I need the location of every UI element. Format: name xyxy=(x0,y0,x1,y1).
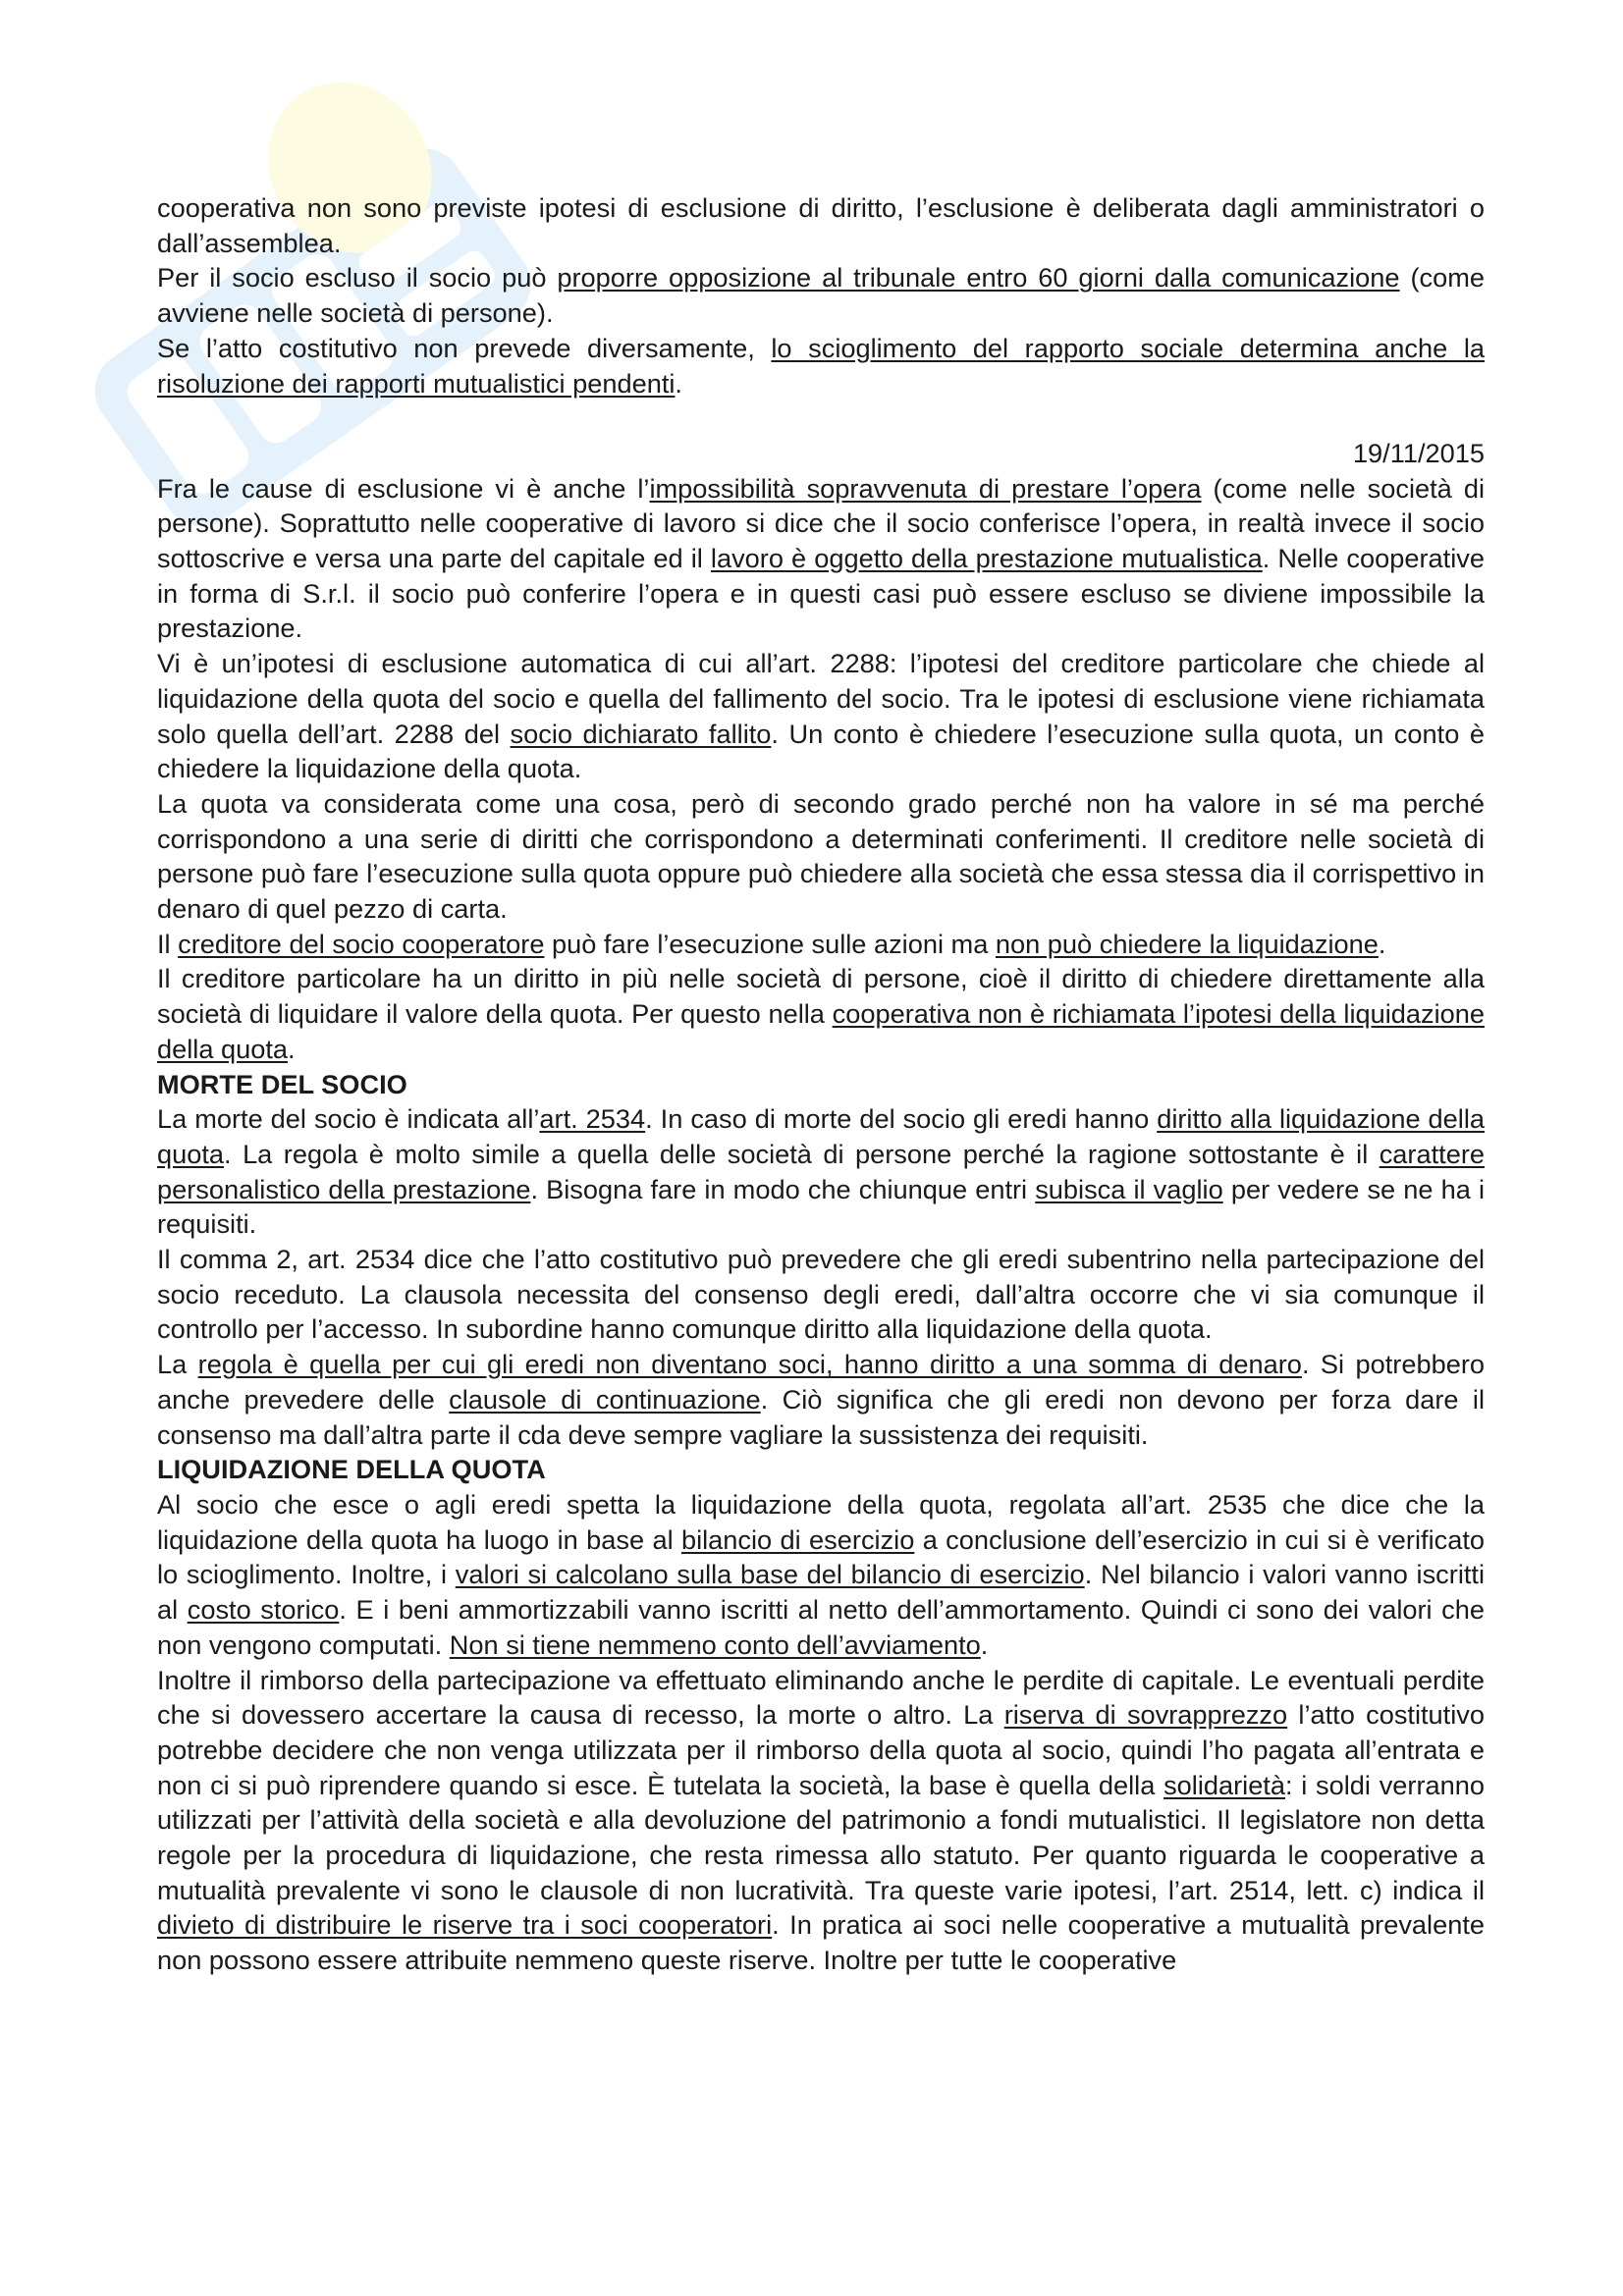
text-run: a conclusione dell’esercizio in cui si è verificato lo scioglimento. Inoltre, i xyxy=(157,1523,1486,1590)
document-page xyxy=(157,190,1485,1978)
text-run: per vedere se ne ha i requisiti. xyxy=(157,1173,1486,1240)
text-run: . xyxy=(288,1033,296,1064)
paragraph xyxy=(157,471,1485,647)
text-run: . Un conto è chiedere l’esecuzione sulla quota, un conto è chiedere la liquidazione della quota. xyxy=(157,718,1485,784)
paragraph xyxy=(157,190,1485,260)
text-run: . Ciò significa che gli eredi non devono per forza dare il consenso ma dall’altra parte il cda deve sempre vagliare la sussistenza dei requisiti. xyxy=(157,1383,1485,1450)
underlined-text: costo storico xyxy=(187,1594,340,1626)
underlined-text: regola è quella per cui gli eredi non diventano soci, hanno diritto a una somma di denaro xyxy=(197,1349,1302,1380)
underlined-text: lo scioglimento del rapporto sociale determina anche la risoluzione dei rapporti mutualistici pendenti xyxy=(157,332,1485,399)
text-run: Vi è un’ipotesi di esclusione automatica di cui all’art. 2288: l’ipotesi del creditore particolare che chiede al liquidazione della quota del socio e quella del fallimento del socio. Tra le ipotesi di esclusione viene richiamata solo quella dell’art. 2288 del xyxy=(157,648,1485,749)
paragraph xyxy=(157,1101,1485,1242)
underlined-text: impossibilità sopravvenuta di prestare l’opera xyxy=(649,472,1202,504)
paragraph xyxy=(157,1487,1485,1663)
section-heading xyxy=(157,1452,1485,1487)
text-run: Se l’atto costitutivo non prevede diversamente, xyxy=(157,332,772,363)
text-run: . xyxy=(980,1629,989,1660)
paragraph xyxy=(157,1663,1485,1978)
underlined-text: proporre opposizione al tribunale entro 60 giorni dalla comunicazione xyxy=(557,262,1400,294)
underlined-text: bilancio di esercizio xyxy=(680,1523,915,1555)
underlined-text: solidarietà xyxy=(1163,1769,1285,1800)
text-run: La morte del socio è indicata all’ xyxy=(157,1103,540,1135)
text-run: . Nel bilancio i valori vanno iscritti al xyxy=(157,1559,1486,1626)
text-run: : i soldi verranno utilizzati per l’attività della società e alla devoluzione del patrimonio a fondi mutualistici. Il legislatore non detta regole per la procedura di liquidazione, che resta rimessa allo statuto. Per quanto riguarda le cooperative a mutualità prevalente vi sono le clausole di non lucratività. Tra queste varie ipotesi, l’art. 2514, lett. c) indica il xyxy=(157,1769,1485,1905)
text-run: Inoltre il rimborso della partecipazione va effettuato eliminando anche le perdite di capitale. Le eventuali perdite che si dovessero accertare la causa di recesso, la morte o altro. La xyxy=(157,1664,1485,1731)
underlined-text: Non si tiene nemmeno conto dell’avviamento xyxy=(449,1629,981,1660)
text-run: Per il socio escluso il socio può xyxy=(157,262,558,294)
underlined-text: art. 2534 xyxy=(539,1103,646,1135)
text-run: . La regola è molto simile a quella delle società di persone perché la ragione sottostante è il xyxy=(224,1138,1380,1169)
text-run: Il creditore particolare ha un diritto in più nelle società di persone, cioè il diritto di chiedere direttamente alla società di liquidare il valore della quota. Per questo nella xyxy=(157,963,1485,1030)
text-run: LIQUIDAZIONE DELLA QUOTA xyxy=(157,1454,546,1485)
text-run: . Bisogna fare in modo che chiunque entri xyxy=(530,1173,1036,1204)
text-run: . xyxy=(675,367,682,399)
section-heading xyxy=(157,1067,1485,1102)
text-run: . xyxy=(1378,928,1386,959)
text-run: (come avviene nelle società di persone). xyxy=(157,262,1486,329)
underlined-text: diritto alla liquidazione della quota xyxy=(157,1103,1485,1169)
underlined-text: creditore del socio cooperatore xyxy=(178,928,545,959)
text-run: . In caso di morte del socio gli eredi hanno xyxy=(645,1103,1158,1135)
underlined-text: socio dichiarato fallito xyxy=(510,718,772,749)
paragraph xyxy=(157,927,1485,962)
paragraph xyxy=(157,961,1485,1066)
paragraph xyxy=(157,1347,1485,1452)
text-run: La xyxy=(157,1349,198,1380)
paragraph xyxy=(157,1242,1485,1347)
paragraph xyxy=(157,646,1485,786)
underlined-text: lavoro è oggetto della prestazione mutualistica xyxy=(710,543,1263,574)
underlined-text: clausole di continuazione xyxy=(449,1383,761,1415)
paragraph xyxy=(157,331,1485,400)
text-run: (come nelle società di persone). Soprattutto nelle cooperative di lavoro si dice che il socio conferisce l’opera, in realtà invece il socio sottoscrive e versa una parte del capitale ed il xyxy=(157,472,1485,574)
text-run: 19/11/2015 xyxy=(1352,437,1485,468)
text-run: . In pratica ai soci nelle cooperative a mutualità prevalente non possono essere attribuite nemmeno queste riserve. Inoltre per tutte le cooperative xyxy=(157,1909,1485,1976)
text-run: . Nelle cooperative in forma di S.r.l. il socio può conferire l’opera e in questi casi può essere escluso se diviene impossibile la prestazione. xyxy=(157,543,1485,644)
text-run: La quota va considerata come una cosa, però di secondo grado perché non ha valore in sé ma perché corrispondono a una serie di diritti che corrispondono a determinati conferimenti. Il creditore nelle società di persone può fare l’esecuzione sulla quota oppure può chiedere alla società che essa stessa dia il corrispettivo in denaro di quel pezzo di carta. xyxy=(157,787,1485,925)
underlined-text: valori si calcolano sulla base del bilancio di esercizio xyxy=(455,1559,1085,1590)
underlined-text: carattere personalistico della prestazione xyxy=(157,1138,1485,1204)
underlined-text: non può chiedere la liquidazione xyxy=(995,928,1379,959)
text-run: . Si potrebbero anche prevedere delle xyxy=(157,1349,1485,1415)
underlined-text: subisca il vaglio xyxy=(1035,1173,1223,1204)
lecture-date xyxy=(157,436,1485,471)
text-run: MORTE DEL SOCIO xyxy=(157,1068,407,1099)
text-run: può fare l’esecuzione sulle azioni ma xyxy=(544,928,996,959)
text-run: Al socio che esce o agli eredi spetta la liquidazione della quota, regolata all’art. 2535 che dice che la liquidazione della quota ha luogo in base al xyxy=(157,1489,1485,1555)
underlined-text: cooperativa non è richiamata l’ipotesi della liquidazione della quota xyxy=(157,998,1486,1064)
paragraph xyxy=(157,260,1485,330)
underlined-text: divieto di distribuire le riserve tra i soci cooperatori xyxy=(157,1909,773,1941)
underlined-text: riserva di sovrapprezzo xyxy=(1003,1699,1288,1731)
text-run: Il xyxy=(157,928,179,959)
paragraph xyxy=(157,786,1485,927)
text-run: Fra le cause di esclusione vi è anche l’ xyxy=(157,472,650,504)
text-run: Il comma 2, art. 2534 dice che l’atto costitutivo può prevedere che gli eredi subentrino nella partecipazione del socio receduto. La clausola necessita del consenso degli eredi, dall’altra occorre che vi sia comunque il controllo per l’accesso. In subordine hanno comunque diritto alla liquidazione della quota. xyxy=(157,1244,1485,1345)
text-run: . E i beni ammortizzabili vanno iscritti al netto dell’ammortamento. Quindi ci sono dei valori che non vengono computati. xyxy=(157,1594,1485,1660)
text-run: l’atto costitutivo potrebbe decidere che non venga utilizzata per il rimborso della quota al socio, quindi l’ho pagata all’entrata e non ci si può riprendere quando si esce. È tutelata la società, la base è quella della xyxy=(157,1699,1485,1800)
text-run: cooperativa non sono previste ipotesi di esclusione di diritto, l’esclusione è deliberata dagli amministratori o dall’assemblea. xyxy=(157,192,1485,258)
